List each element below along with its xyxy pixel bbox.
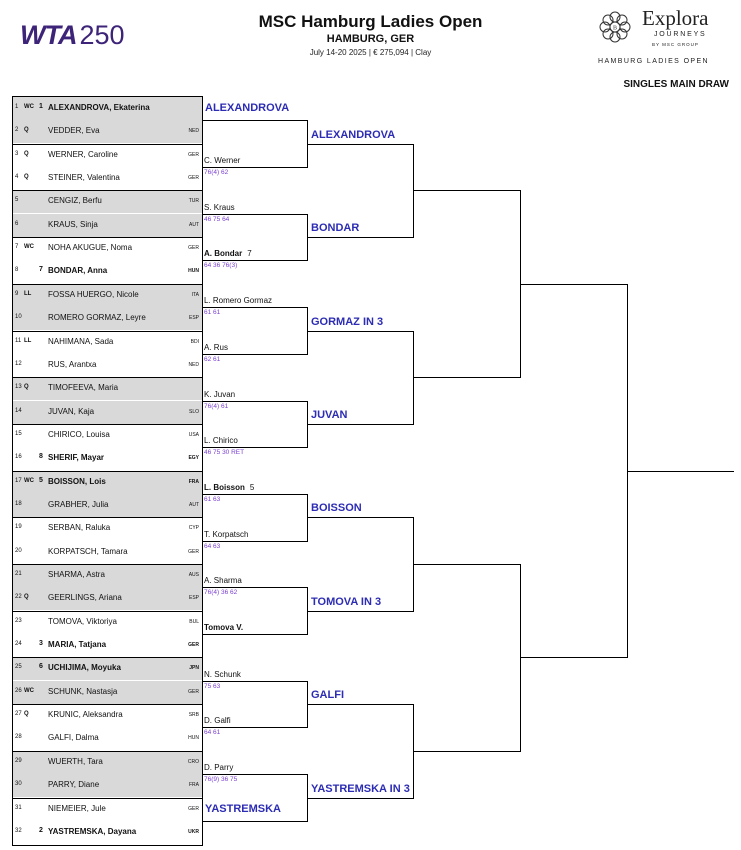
nationality: GER: [188, 642, 199, 649]
slot-number: 31: [15, 804, 22, 811]
nationality: NED: [188, 128, 199, 135]
nationality: TUR: [188, 198, 199, 205]
pair-divider: [12, 798, 202, 799]
entry-tag: WC: [24, 104, 34, 110]
round2-line: [202, 167, 308, 168]
player-name[interactable]: NOHA AKUGUE, Noma: [48, 243, 133, 253]
player-name[interactable]: SERBAN, Raluka: [48, 523, 111, 533]
quarterfinal-winner: TOMOVA IN 3: [311, 595, 382, 608]
round2-winner: [204, 623, 243, 632]
match-score: 64 61: [204, 729, 221, 737]
winner-name-text: D. Galfi: [204, 716, 231, 726]
slot-number: 19: [15, 524, 22, 531]
nationality: AUS: [188, 572, 199, 578]
entry-tag: Q: [24, 174, 29, 181]
round2-winner: [204, 249, 252, 258]
slot-number: 6: [15, 220, 19, 227]
sponsor-by: BY MSC GROUP: [652, 42, 699, 47]
slot-number: 32: [15, 827, 22, 834]
nationality: GER: [188, 175, 199, 182]
nationality: FRA: [189, 782, 199, 789]
match-score: 46 75 64: [204, 215, 230, 223]
nationality: GER: [188, 805, 199, 812]
slot-number: 11: [15, 337, 22, 344]
round2-line: [202, 541, 308, 542]
player-name[interactable]: NIEMEIER, Jule: [48, 803, 106, 813]
round2-winner: [204, 296, 272, 305]
winner-seed: 5: [249, 482, 255, 492]
wta-250-logo: WTA 250: [20, 20, 125, 50]
nationality: BUL: [189, 618, 199, 625]
seed-number: 5: [39, 476, 43, 484]
nationality: AUT: [189, 501, 199, 508]
nationality: SRB: [188, 712, 199, 719]
sponsor-brand: Explora: [642, 6, 709, 30]
round2-line: [202, 774, 308, 775]
player-name[interactable]: CHIRICO, Louisa: [48, 429, 110, 439]
slot-number: 2: [15, 127, 19, 134]
seed-number: 1: [39, 103, 43, 110]
pair-divider: [12, 190, 202, 191]
match-score: 75 63: [204, 682, 221, 690]
nationality: CYP: [188, 525, 199, 532]
winner-name-text: D. Parry: [204, 763, 234, 773]
pair-divider: [12, 611, 202, 612]
winner-name-text: A. Rus: [204, 342, 229, 352]
round2-line: [202, 260, 308, 261]
round2-winner: [204, 670, 241, 679]
slot-number: 21: [15, 571, 22, 577]
pair-divider: [12, 704, 202, 705]
round2-line: [202, 401, 308, 402]
quarterfinal-winner: BOISSON: [311, 502, 362, 515]
round2-winner: [204, 530, 248, 539]
player-name[interactable]: WUERTH, Tara: [48, 756, 103, 766]
entry-tag: WC: [24, 687, 34, 694]
round2-line: [202, 447, 308, 448]
match-score: 61 63: [204, 495, 221, 503]
pair-divider: [12, 751, 202, 752]
round2-line: [202, 120, 308, 121]
slot-number: 5: [15, 197, 19, 204]
explora-journeys-logo: [590, 6, 735, 68]
quarterfinal-winner: GALFI: [311, 689, 344, 702]
nationality: GER: [188, 688, 199, 695]
nationality: CRO: [187, 758, 199, 765]
entry-tag: Q: [24, 127, 29, 134]
nationality: HUN: [188, 735, 199, 742]
nationality: GER: [188, 548, 199, 555]
round2-winner: [204, 483, 254, 492]
player-name[interactable]: GALFI, Dalma: [48, 733, 99, 743]
semifinal-line: [413, 377, 521, 378]
player-name[interactable]: MARIA, Tatjana: [48, 640, 107, 650]
slot-number: 25: [15, 664, 22, 671]
slot-number: 20: [15, 547, 22, 554]
player-name[interactable]: SHARMA, Astra: [48, 570, 105, 579]
pair-divider: [12, 517, 202, 518]
entry-tag: WC: [24, 244, 34, 251]
round2-line: [202, 681, 308, 682]
player-name[interactable]: BOISSON, Lois: [48, 476, 106, 486]
quarterfinal-winner: JUVAN: [311, 408, 348, 421]
player-name[interactable]: KRUNIC, Aleksandra: [48, 710, 123, 720]
winner-name-text: A. Bondar: [204, 249, 243, 259]
round2-line: [202, 587, 308, 588]
seed-number: 6: [39, 663, 43, 671]
slot-number: 17: [15, 477, 22, 484]
match-score: 64 63: [204, 542, 221, 550]
pair-divider: [12, 331, 202, 332]
winner-name-text: L. Romero Gormaz: [204, 296, 273, 306]
seed-number: 8: [39, 453, 43, 461]
seed-number: 2: [39, 826, 43, 834]
nationality: ESP: [188, 595, 199, 602]
tournament-title: MSC Hamburg Ladies Open: [258, 12, 483, 31]
pair-divider: [12, 471, 202, 472]
player-name[interactable]: GEERLINGS, Ariana: [48, 593, 122, 603]
player-name[interactable]: UCHIJIMA, Moyuka: [48, 663, 121, 673]
quarterfinal-line: [307, 611, 414, 612]
quarterfinal-winner: YASTREMSKA IN 3: [311, 782, 410, 795]
draw-label: SINGLES MAIN DRAW: [623, 79, 729, 90]
slot-number: 29: [15, 757, 22, 764]
match-score: 76(4) 61: [204, 402, 229, 410]
player-name[interactable]: STEINER, Valentina: [48, 173, 120, 183]
sponsor-journeys: JOURNEYS: [654, 31, 707, 38]
player-name[interactable]: RUS, Arantxa: [48, 359, 97, 369]
round2-winner: [204, 203, 235, 212]
winner-name-text: T. Korpatsch: [204, 529, 249, 539]
quarterfinal-line: [307, 424, 414, 425]
round2-winner: [204, 156, 240, 165]
winner-name-text: L. Chirico: [204, 436, 238, 446]
quarterfinal-winner: GORMAZ IN 3: [311, 315, 384, 328]
slot-number: 14: [15, 407, 22, 414]
slot-number: 1: [15, 104, 19, 110]
nationality: AUT: [189, 221, 199, 228]
nationality: GER: [188, 245, 199, 252]
winner-name-text: Tomova V.: [204, 623, 244, 633]
winner-name-text: L. Boisson: [204, 482, 245, 492]
match-score: 64 36 76(3): [204, 262, 238, 270]
match-score: 62 61: [204, 355, 221, 363]
slot-number: 13: [15, 384, 22, 391]
slot-number: 3: [15, 150, 19, 157]
slot-number: 30: [15, 781, 22, 788]
slot-number: 28: [15, 734, 22, 741]
nationality: HUN: [188, 268, 199, 275]
seed-number: 7: [39, 266, 43, 274]
winner-name-text: N. Schunk: [204, 669, 241, 679]
player-name[interactable]: YASTREMSKA, Dayana: [48, 826, 137, 836]
player-name[interactable]: BONDAR, Anna: [48, 266, 108, 276]
pair-divider: [12, 377, 202, 378]
slot-number: 8: [15, 267, 19, 274]
round2-line: [202, 821, 308, 822]
player-name[interactable]: ROMERO GORMAZ, Leyre: [48, 313, 146, 323]
player-name[interactable]: JUVAN, Kaja: [48, 406, 95, 416]
nationality: NED: [188, 361, 199, 368]
slot-number: 23: [15, 617, 22, 624]
seed-number: 3: [39, 640, 43, 648]
pair-divider: [12, 284, 202, 285]
winner-name-text: K. Juvan: [204, 389, 236, 399]
quarterfinal-line: [307, 144, 414, 145]
winner-name-text: S. Kraus: [204, 202, 235, 212]
pair-divider: [12, 237, 202, 238]
round2-winner: [204, 390, 235, 399]
player-name[interactable]: GRABHER, Julia: [48, 499, 109, 509]
slot-number: 10: [15, 314, 22, 321]
round2-winner: YASTREMSKA: [205, 802, 281, 815]
pair-divider: [12, 657, 202, 658]
player-name[interactable]: KRAUS, Sinja: [48, 219, 98, 229]
quarterfinal-line: [307, 331, 414, 332]
tournament-meta: July 14-20 2025 | € 275,094 | Clay: [309, 48, 432, 57]
round2-line: [202, 727, 308, 728]
pair-divider: [12, 564, 202, 565]
entry-tag: WC: [24, 477, 34, 484]
player-name[interactable]: PARRY, Diane: [48, 780, 100, 790]
nationality: BDI: [190, 338, 199, 345]
rosette-icon: [596, 8, 634, 46]
winner-seed: 7: [247, 249, 252, 259]
quarterfinal-winner: ALEXANDROVA: [311, 128, 396, 141]
final-line: [520, 657, 628, 658]
nationality: ESP: [188, 315, 199, 322]
match-score: 76(4) 62: [204, 169, 229, 177]
round2-winner: [204, 716, 231, 725]
player-name[interactable]: KORPATSCH, Tamara: [48, 546, 128, 556]
player-name[interactable]: ALEXANDROVA, Ekaterina: [48, 103, 150, 112]
player-name[interactable]: WERNER, Caroline: [48, 149, 118, 159]
pair-divider: [12, 424, 202, 425]
slot-number: 16: [15, 454, 22, 461]
entry-tag: LL: [24, 337, 32, 344]
entry-tag: Q: [24, 384, 29, 391]
round2-winner: ALEXANDROVA: [205, 102, 290, 114]
match-score: 76(4) 36 62: [204, 589, 238, 597]
round2-winner: [204, 343, 228, 352]
nationality: ITA: [191, 291, 199, 298]
slot-number: 18: [15, 500, 22, 507]
entry-tag: LL: [24, 290, 32, 297]
match-score: 76(9) 36 75: [204, 776, 238, 784]
winner-name-text: A. Sharma: [204, 576, 242, 586]
match-score: 46 75 30 RET: [204, 449, 245, 457]
nationality: FRA: [188, 478, 199, 485]
round2-winner: [204, 576, 242, 585]
player-name[interactable]: VEDDER, Eva: [48, 126, 100, 136]
final-line: [520, 284, 628, 285]
slot-number: 9: [15, 290, 19, 297]
nationality: SLO: [188, 408, 199, 415]
quarterfinal-line: [307, 517, 414, 518]
quarterfinal-line: [307, 704, 414, 705]
player-name[interactable]: SHERIF, Mayar: [48, 453, 105, 463]
semifinal-line: [413, 751, 521, 752]
slot-number: 7: [15, 244, 19, 251]
quarterfinal-winner: BONDAR: [311, 222, 360, 235]
slot-number: 4: [15, 174, 19, 181]
pair-divider: [12, 144, 202, 145]
player-name[interactable]: CENGIZ, Berfu: [48, 196, 102, 206]
nationality: USA: [188, 431, 199, 438]
semifinal-line: [413, 564, 521, 565]
round2-line: [202, 354, 308, 355]
champion-line: [627, 471, 734, 472]
slot-number: 12: [15, 360, 22, 367]
slot-number: 24: [15, 641, 22, 648]
nationality: EGY: [188, 455, 199, 462]
winner-name-text: C. Werner: [204, 156, 241, 166]
player-name[interactable]: FOSSA HUERGO, Nicole: [48, 289, 139, 299]
round2-line: [202, 307, 308, 308]
nationality: GER: [188, 151, 199, 158]
round2-line: [202, 494, 308, 495]
quarterfinal-line: [307, 798, 414, 799]
entry-tag: Q: [24, 150, 29, 157]
match-score: 61 61: [204, 309, 221, 317]
quarterfinal-line: [307, 237, 414, 238]
sponsor-event: HAMBURG LADIES OPEN: [598, 58, 710, 65]
round2-line: [202, 214, 308, 215]
tournament-location: HAMBURG, GER: [326, 33, 415, 45]
player-name[interactable]: SCHUNK, Nastasja: [48, 686, 118, 696]
slot-number: 22: [15, 594, 22, 601]
player-name[interactable]: TIMOFEEVA, Maria: [48, 383, 119, 393]
round2-winner: [204, 763, 233, 772]
player-name[interactable]: TOMOVA, Viktoriya: [48, 616, 117, 626]
semifinal-line: [413, 190, 521, 191]
round2-winner: [204, 436, 238, 445]
entry-tag: Q: [24, 594, 29, 601]
nationality: UKR: [188, 828, 199, 835]
player-name[interactable]: NAHIMANA, Sada: [48, 336, 114, 346]
slot-number: 15: [15, 430, 22, 437]
svg-text:B: B: [612, 25, 618, 32]
slot-number: 27: [15, 711, 22, 718]
entry-tag: Q: [24, 711, 29, 718]
nationality: JPN: [189, 665, 199, 672]
round2-line: [202, 634, 308, 635]
slot-number: 26: [15, 687, 22, 694]
